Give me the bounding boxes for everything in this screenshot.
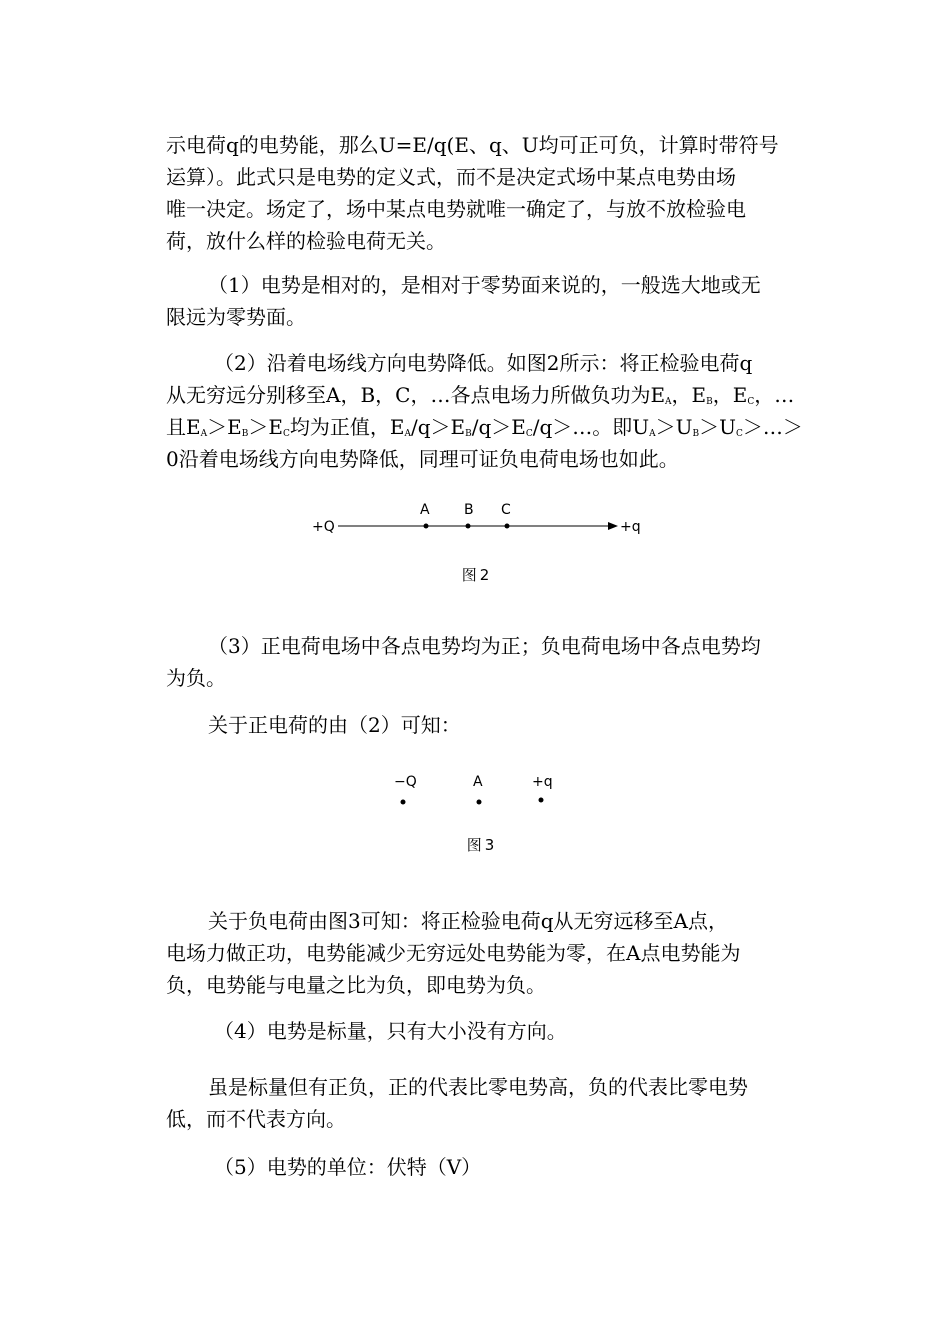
- point-label-B: B: [464, 502, 474, 518]
- paragraph-point-5: [166, 1151, 788, 1183]
- text-line: 且$E_A>E_B>E_C$均为正值，$E_A/q>E_B/q>E_C/q>\dots$。即$U_A>U_B>U_C>\dots>$: [166, 415, 803, 439]
- paragraph-point-2: [166, 347, 803, 475]
- point-label-A: A: [420, 502, 430, 518]
- text-line: 从无穷远分别移至A，B，C，…各点电场力所做负功为$E_A$，$E_B$，$E_C$，…: [166, 383, 795, 407]
- text-line: （2）沿着电场线方向电势降低。如图2所示：将正检验电荷q: [214, 351, 753, 375]
- point-A: [424, 524, 429, 529]
- text-line: （4）电势是标量，只有大小没有方向。: [214, 1019, 567, 1043]
- text-line: （3）正电荷电场中各点电势均为正；负电荷电场中各点电势均: [208, 634, 761, 658]
- paragraph-point-3: [166, 630, 788, 694]
- text-line: （1）电势是相对的，是相对于零势面来说的，一般选大地或无: [208, 273, 761, 297]
- paragraph-definition: [166, 129, 788, 257]
- text-line: 0沿着电场线方向电势降低，同理可证负电荷电场也如此。: [166, 447, 679, 471]
- arrow-head-icon: [608, 522, 618, 530]
- paragraph-scalar-note: [166, 1071, 788, 1135]
- text-line: 运算）。此式只是电势的定义式，而不是决定式场中某点电势由场: [166, 165, 736, 189]
- text-line: 关于负电荷由图3可知：将正检验电荷q从无穷远移至A点，: [208, 909, 728, 933]
- paragraph-negative-charge: [166, 905, 788, 1001]
- paragraph-point-1: [166, 269, 788, 333]
- figure-3-caption: 图3: [466, 836, 498, 854]
- figure-3-charge-diagram: [380, 770, 580, 810]
- text-line: 荷，放什么样的检验电荷无关。: [166, 229, 446, 253]
- text-line: 示电荷q的电势能，那么U=E/q(E、q、U均可正可负，计算时带符号: [166, 133, 779, 157]
- paragraph-positive-charge: [166, 709, 788, 741]
- label-plus-q: +q: [620, 519, 641, 535]
- point-C: [505, 524, 510, 529]
- label-A: A: [473, 774, 483, 790]
- text-line: 负，电势能与电量之比为负，即电势为负。: [166, 973, 546, 997]
- text-line: 低，而不代表方向。: [166, 1107, 346, 1131]
- text-line: 关于正电荷的由（2）可知：: [208, 713, 461, 737]
- point-plus-q: [539, 798, 544, 803]
- text-line: 限远为零势面。: [166, 305, 306, 329]
- paragraph-point-4: [166, 1015, 788, 1047]
- label-plus-Q: +Q: [312, 519, 335, 535]
- text-line: 虽是标量但有正负，正的代表比零电势高，负的代表比零电势: [208, 1075, 748, 1099]
- point-label-C: C: [501, 502, 511, 518]
- label-minus-Q: −Q: [394, 774, 417, 790]
- figure-2-field-line-diagram: [300, 496, 660, 546]
- text-line: 电场力做正功，电势能减少无穷远处电势能为零，在A点电势能为: [166, 941, 741, 965]
- point-A: [477, 800, 482, 805]
- point-minus-Q: [401, 800, 406, 805]
- text-line: （5）电势的单位：伏特（V）: [214, 1155, 482, 1179]
- text-line: 为负。: [166, 666, 226, 690]
- figure-2-caption: 图2: [461, 566, 493, 584]
- point-B: [466, 524, 471, 529]
- text-line: 唯一决定。场定了，场中某点电势就唯一确定了，与放不放检验电: [166, 197, 746, 221]
- label-plus-q: +q: [532, 774, 553, 790]
